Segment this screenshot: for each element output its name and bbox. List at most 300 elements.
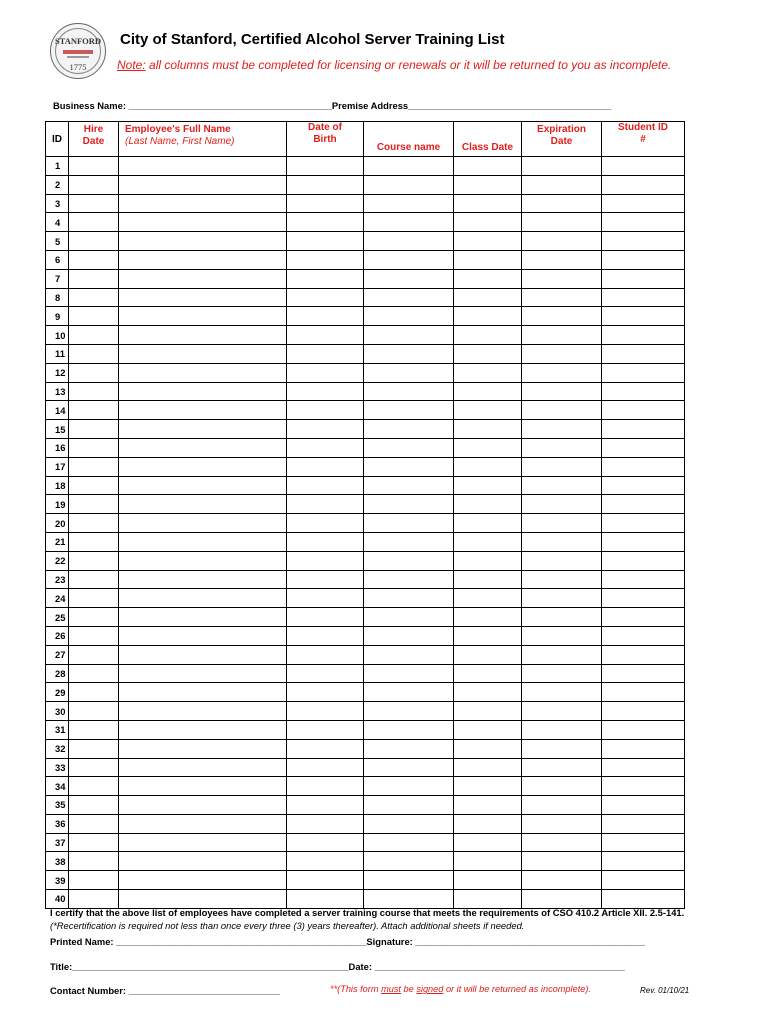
table-row <box>46 514 685 533</box>
expiration-date-cell[interactable] <box>522 796 602 815</box>
course-name-cell[interactable] <box>364 401 454 420</box>
employee-name-cell[interactable] <box>119 476 287 495</box>
class-date-cell[interactable] <box>454 157 522 176</box>
employee-name-cell[interactable] <box>119 307 287 326</box>
hire-date-cell[interactable] <box>69 401 119 420</box>
expiration-date-cell[interactable] <box>522 702 602 721</box>
employee-name-cell[interactable] <box>119 250 287 269</box>
hire-date-cell[interactable] <box>69 608 119 627</box>
class-date-cell[interactable] <box>454 720 522 739</box>
hire-date-cell[interactable] <box>69 664 119 683</box>
class-date-cell[interactable] <box>454 871 522 890</box>
student-id-cell[interactable] <box>602 269 685 288</box>
employee-name-cell[interactable] <box>119 551 287 570</box>
hire-date-cell[interactable] <box>69 326 119 345</box>
hire-date-cell[interactable] <box>69 683 119 702</box>
course-name-cell[interactable] <box>364 570 454 589</box>
course-name-cell[interactable] <box>364 645 454 664</box>
class-date-cell[interactable] <box>454 401 522 420</box>
course-name-cell[interactable] <box>364 551 454 570</box>
date-of-birth-cell[interactable] <box>287 401 364 420</box>
student-id-cell[interactable] <box>602 213 685 232</box>
class-date-cell[interactable] <box>454 344 522 363</box>
table-row <box>46 532 685 551</box>
student-id-cell[interactable] <box>602 250 685 269</box>
expiration-date-cell[interactable] <box>522 401 602 420</box>
expiration-date-cell[interactable] <box>522 438 602 457</box>
class-date-cell[interactable] <box>454 852 522 871</box>
course-name-cell[interactable] <box>364 476 454 495</box>
class-date-cell[interactable] <box>454 363 522 382</box>
date-of-birth-cell[interactable] <box>287 720 364 739</box>
class-date-cell[interactable] <box>454 213 522 232</box>
student-id-cell[interactable] <box>602 702 685 721</box>
date-of-birth-cell[interactable] <box>287 852 364 871</box>
date-of-birth-cell[interactable] <box>287 626 364 645</box>
class-date-cell[interactable] <box>454 514 522 533</box>
student-id-cell[interactable] <box>602 157 685 176</box>
expiration-date-cell[interactable] <box>522 626 602 645</box>
employee-name-cell[interactable] <box>119 401 287 420</box>
table-row <box>46 626 685 645</box>
hire-date-cell[interactable] <box>69 626 119 645</box>
employee-name-cell[interactable] <box>119 720 287 739</box>
hire-date-cell[interactable] <box>69 720 119 739</box>
expiration-date-cell[interactable] <box>522 382 602 401</box>
hire-date-cell[interactable] <box>69 363 119 382</box>
row-id: 22 <box>46 551 69 570</box>
date-of-birth-cell[interactable] <box>287 871 364 890</box>
date-of-birth-cell[interactable] <box>287 382 364 401</box>
hire-date-cell[interactable] <box>69 288 119 307</box>
student-id-cell[interactable] <box>602 194 685 213</box>
employee-name-cell[interactable] <box>119 589 287 608</box>
expiration-date-cell[interactable] <box>522 589 602 608</box>
student-id-cell[interactable] <box>602 833 685 852</box>
employee-name-cell[interactable] <box>119 532 287 551</box>
student-id-cell[interactable] <box>602 514 685 533</box>
date-of-birth-cell[interactable] <box>287 476 364 495</box>
class-date-cell[interactable] <box>454 382 522 401</box>
expiration-date-cell[interactable] <box>522 683 602 702</box>
student-id-cell[interactable] <box>602 589 685 608</box>
course-name-cell[interactable] <box>364 420 454 439</box>
course-name-cell[interactable] <box>364 777 454 796</box>
table-row <box>46 250 685 269</box>
expiration-date-cell[interactable] <box>522 213 602 232</box>
course-name-cell[interactable] <box>364 495 454 514</box>
expiration-date-cell[interactable] <box>522 570 602 589</box>
date-of-birth-cell[interactable] <box>287 307 364 326</box>
student-id-cell[interactable] <box>602 175 685 194</box>
student-id-cell[interactable] <box>602 382 685 401</box>
employee-name-cell[interactable] <box>119 777 287 796</box>
date-of-birth-cell[interactable] <box>287 589 364 608</box>
date-of-birth-cell[interactable] <box>287 363 364 382</box>
employee-name-cell[interactable] <box>119 326 287 345</box>
date-of-birth-cell[interactable] <box>287 213 364 232</box>
class-date-cell[interactable] <box>454 702 522 721</box>
course-name-cell[interactable] <box>364 157 454 176</box>
student-id-cell[interactable] <box>602 664 685 683</box>
student-id-cell[interactable] <box>602 683 685 702</box>
class-date-cell[interactable] <box>454 175 522 194</box>
employee-name-cell[interactable] <box>119 814 287 833</box>
expiration-date-cell[interactable] <box>522 269 602 288</box>
employee-name-cell[interactable] <box>119 514 287 533</box>
hire-date-cell[interactable] <box>69 514 119 533</box>
date-of-birth-cell[interactable] <box>287 777 364 796</box>
expiration-date-cell[interactable] <box>522 758 602 777</box>
employee-name-cell[interactable] <box>119 683 287 702</box>
course-name-cell[interactable] <box>364 307 454 326</box>
date-of-birth-cell[interactable] <box>287 157 364 176</box>
class-date-cell[interactable] <box>454 269 522 288</box>
hire-date-cell[interactable] <box>69 476 119 495</box>
course-name-cell[interactable] <box>364 326 454 345</box>
date-of-birth-cell[interactable] <box>287 570 364 589</box>
expiration-date-cell[interactable] <box>522 157 602 176</box>
date-of-birth-cell[interactable] <box>287 250 364 269</box>
course-name-cell[interactable] <box>364 814 454 833</box>
student-id-cell[interactable] <box>602 777 685 796</box>
student-id-cell[interactable] <box>602 495 685 514</box>
class-date-cell[interactable] <box>454 532 522 551</box>
course-name-cell[interactable] <box>364 589 454 608</box>
hire-date-cell[interactable] <box>69 645 119 664</box>
row-id: 5 <box>46 232 69 251</box>
student-id-cell[interactable] <box>602 307 685 326</box>
hire-date-cell[interactable] <box>69 194 119 213</box>
student-id-cell[interactable] <box>602 871 685 890</box>
certify-italic: (*Recertification is required not less than once every three (3) years thereafter). Attach additional sheets if needed. <box>50 920 525 931</box>
date-of-birth-cell[interactable] <box>287 833 364 852</box>
class-date-cell[interactable] <box>454 739 522 758</box>
student-id-cell[interactable] <box>602 532 685 551</box>
expiration-date-cell[interactable] <box>522 664 602 683</box>
row-id: 38 <box>46 852 69 871</box>
class-date-cell[interactable] <box>454 551 522 570</box>
expiration-date-cell[interactable] <box>522 175 602 194</box>
class-date-cell[interactable] <box>454 664 522 683</box>
hire-date-cell[interactable] <box>69 702 119 721</box>
expiration-date-cell[interactable] <box>522 288 602 307</box>
date-of-birth-cell[interactable] <box>287 269 364 288</box>
date-of-birth-cell[interactable] <box>287 608 364 627</box>
expiration-date-cell[interactable] <box>522 739 602 758</box>
expiration-date-cell[interactable] <box>522 814 602 833</box>
hire-date-cell[interactable] <box>69 344 119 363</box>
hire-date-cell[interactable] <box>69 157 119 176</box>
employee-name-cell[interactable] <box>119 175 287 194</box>
hire-date-cell[interactable] <box>69 777 119 796</box>
class-date-cell[interactable] <box>454 833 522 852</box>
student-id-cell[interactable] <box>602 570 685 589</box>
student-id-cell[interactable] <box>602 344 685 363</box>
note-prefix: Note: <box>117 58 146 72</box>
date-of-birth-cell[interactable] <box>287 532 364 551</box>
employee-name-cell[interactable] <box>119 382 287 401</box>
date-of-birth-cell[interactable] <box>287 739 364 758</box>
hire-date-cell[interactable] <box>69 175 119 194</box>
expiration-date-cell[interactable] <box>522 232 602 251</box>
hire-date-cell[interactable] <box>69 758 119 777</box>
employee-name-cell[interactable] <box>119 702 287 721</box>
class-date-cell[interactable] <box>454 495 522 514</box>
expiration-date-cell[interactable] <box>522 194 602 213</box>
employee-name-cell[interactable] <box>119 157 287 176</box>
course-name-cell[interactable] <box>364 796 454 815</box>
class-date-cell[interactable] <box>454 250 522 269</box>
hire-date-cell[interactable] <box>69 739 119 758</box>
course-name-cell[interactable] <box>364 382 454 401</box>
student-id-cell[interactable] <box>602 438 685 457</box>
student-id-cell[interactable] <box>602 626 685 645</box>
course-name-cell[interactable] <box>364 175 454 194</box>
employee-name-cell[interactable] <box>119 739 287 758</box>
expiration-date-cell[interactable] <box>522 457 602 476</box>
employee-name-cell[interactable] <box>119 626 287 645</box>
employee-name-cell[interactable] <box>119 457 287 476</box>
course-name-cell[interactable] <box>364 344 454 363</box>
date-of-birth-cell[interactable] <box>287 194 364 213</box>
expiration-date-cell[interactable] <box>522 833 602 852</box>
employee-name-cell[interactable] <box>119 344 287 363</box>
course-name-cell[interactable] <box>364 288 454 307</box>
employee-name-cell[interactable] <box>119 758 287 777</box>
date-of-birth-cell[interactable] <box>287 758 364 777</box>
table-row <box>46 589 685 608</box>
course-name-cell[interactable] <box>364 852 454 871</box>
class-date-cell[interactable] <box>454 570 522 589</box>
class-date-cell[interactable] <box>454 626 522 645</box>
date-of-birth-cell[interactable] <box>287 175 364 194</box>
class-date-cell[interactable] <box>454 777 522 796</box>
class-date-cell[interactable] <box>454 814 522 833</box>
course-name-cell[interactable] <box>364 871 454 890</box>
employee-name-cell[interactable] <box>119 570 287 589</box>
expiration-date-cell[interactable] <box>522 420 602 439</box>
table-header-row <box>46 122 685 157</box>
hire-date-cell[interactable] <box>69 852 119 871</box>
expiration-date-cell[interactable] <box>522 645 602 664</box>
course-name-cell[interactable] <box>364 833 454 852</box>
employee-name-cell[interactable] <box>119 871 287 890</box>
date-of-birth-cell[interactable] <box>287 514 364 533</box>
table-row <box>46 476 685 495</box>
class-date-cell[interactable] <box>454 758 522 777</box>
employee-name-cell[interactable] <box>119 645 287 664</box>
course-name-cell[interactable] <box>364 683 454 702</box>
row-id: 24 <box>46 589 69 608</box>
employee-name-cell[interactable] <box>119 363 287 382</box>
hire-date-cell[interactable] <box>69 796 119 815</box>
hire-date-cell[interactable] <box>69 307 119 326</box>
student-id-cell[interactable] <box>602 326 685 345</box>
date-of-birth-cell[interactable] <box>287 326 364 345</box>
row-id: 33 <box>46 758 69 777</box>
date-of-birth-cell[interactable] <box>287 420 364 439</box>
employee-name-cell[interactable] <box>119 608 287 627</box>
course-name-cell[interactable] <box>364 758 454 777</box>
employee-name-cell[interactable] <box>119 495 287 514</box>
course-name-cell[interactable] <box>364 232 454 251</box>
student-id-cell[interactable] <box>602 852 685 871</box>
expiration-date-cell[interactable] <box>522 777 602 796</box>
hire-date-cell[interactable] <box>69 420 119 439</box>
hire-date-cell[interactable] <box>69 532 119 551</box>
student-id-cell[interactable] <box>602 720 685 739</box>
hire-date-cell[interactable] <box>69 833 119 852</box>
expiration-date-cell[interactable] <box>522 250 602 269</box>
student-id-cell[interactable] <box>602 814 685 833</box>
student-id-cell[interactable] <box>602 401 685 420</box>
course-name-cell[interactable] <box>364 702 454 721</box>
class-date-cell[interactable] <box>454 307 522 326</box>
class-date-cell[interactable] <box>454 194 522 213</box>
expiration-date-cell[interactable] <box>522 363 602 382</box>
student-id-cell[interactable] <box>602 551 685 570</box>
expiration-date-cell[interactable] <box>522 720 602 739</box>
course-name-cell[interactable] <box>364 626 454 645</box>
course-name-cell[interactable] <box>364 438 454 457</box>
employee-table <box>45 121 685 909</box>
class-date-cell[interactable] <box>454 420 522 439</box>
expiration-date-cell[interactable] <box>522 307 602 326</box>
row-id: 1 <box>46 157 69 176</box>
hire-date-cell[interactable] <box>69 232 119 251</box>
class-date-cell[interactable] <box>454 608 522 627</box>
expiration-date-cell[interactable] <box>522 495 602 514</box>
class-date-cell[interactable] <box>454 438 522 457</box>
student-id-cell[interactable] <box>602 476 685 495</box>
expiration-date-cell[interactable] <box>522 608 602 627</box>
course-name-cell[interactable] <box>364 720 454 739</box>
student-id-cell[interactable] <box>602 758 685 777</box>
employee-name-cell[interactable] <box>119 420 287 439</box>
student-id-cell[interactable] <box>602 363 685 382</box>
hire-date-cell[interactable] <box>69 495 119 514</box>
table-row <box>46 194 685 213</box>
date-of-birth-cell[interactable] <box>287 288 364 307</box>
course-name-cell[interactable] <box>364 532 454 551</box>
date-of-birth-cell[interactable] <box>287 344 364 363</box>
date-of-birth-cell[interactable] <box>287 683 364 702</box>
student-id-cell[interactable] <box>602 739 685 758</box>
title-date-line[interactable]: Title:_____________________________________________________Date: ________________________________________________ <box>50 961 625 972</box>
hire-date-cell[interactable] <box>69 269 119 288</box>
class-date-cell[interactable] <box>454 457 522 476</box>
class-date-cell[interactable] <box>454 589 522 608</box>
student-id-cell[interactable] <box>602 232 685 251</box>
date-of-birth-cell[interactable] <box>287 814 364 833</box>
student-id-cell[interactable] <box>602 288 685 307</box>
student-id-cell[interactable] <box>602 457 685 476</box>
table-row <box>46 307 685 326</box>
student-id-cell[interactable] <box>602 420 685 439</box>
row-id: 9 <box>46 307 69 326</box>
class-date-cell[interactable] <box>454 796 522 815</box>
course-name-cell[interactable] <box>364 514 454 533</box>
class-date-cell[interactable] <box>454 683 522 702</box>
employee-name-cell[interactable] <box>119 194 287 213</box>
student-id-cell[interactable] <box>602 608 685 627</box>
employee-name-cell[interactable] <box>119 288 287 307</box>
date-of-birth-cell[interactable] <box>287 796 364 815</box>
row-id: 7 <box>46 269 69 288</box>
class-date-cell[interactable] <box>454 288 522 307</box>
expiration-date-cell[interactable] <box>522 551 602 570</box>
student-id-cell[interactable] <box>602 796 685 815</box>
course-name-cell[interactable] <box>364 363 454 382</box>
employee-name-cell[interactable] <box>119 438 287 457</box>
hire-date-cell[interactable] <box>69 438 119 457</box>
course-name-cell[interactable] <box>364 457 454 476</box>
business-premise-line[interactable]: Business Name: _______________________________________Premise Address_______________________________________ <box>53 100 612 111</box>
employee-name-cell[interactable] <box>119 833 287 852</box>
employee-name-cell[interactable] <box>119 852 287 871</box>
course-name-cell[interactable] <box>364 608 454 627</box>
employee-name-cell[interactable] <box>119 232 287 251</box>
employee-name-cell[interactable] <box>119 664 287 683</box>
date-of-birth-cell[interactable] <box>287 438 364 457</box>
expiration-date-cell[interactable] <box>522 532 602 551</box>
expiration-date-cell[interactable] <box>522 852 602 871</box>
date-of-birth-cell[interactable] <box>287 702 364 721</box>
expiration-date-cell[interactable] <box>522 344 602 363</box>
expiration-date-cell[interactable] <box>522 871 602 890</box>
hire-date-cell[interactable] <box>69 551 119 570</box>
class-date-cell[interactable] <box>454 476 522 495</box>
class-date-cell[interactable] <box>454 232 522 251</box>
contact-number-line[interactable]: Contact Number: _____________________________ <box>50 985 280 996</box>
hire-date-cell[interactable] <box>69 570 119 589</box>
course-name-cell[interactable] <box>364 194 454 213</box>
employee-name-cell[interactable] <box>119 213 287 232</box>
hire-date-cell[interactable] <box>69 871 119 890</box>
hire-date-cell[interactable] <box>69 589 119 608</box>
hire-date-cell[interactable] <box>69 457 119 476</box>
date-of-birth-cell[interactable] <box>287 645 364 664</box>
employee-name-cell[interactable] <box>119 269 287 288</box>
hire-date-cell[interactable] <box>69 814 119 833</box>
date-of-birth-cell[interactable] <box>287 495 364 514</box>
expiration-date-cell[interactable] <box>522 326 602 345</box>
student-id-cell[interactable] <box>602 645 685 664</box>
table-row <box>46 175 685 194</box>
date-of-birth-cell[interactable] <box>287 457 364 476</box>
course-name-cell[interactable] <box>364 213 454 232</box>
hire-date-cell[interactable] <box>69 213 119 232</box>
row-id: 12 <box>46 363 69 382</box>
date-of-birth-cell[interactable] <box>287 551 364 570</box>
hire-date-cell[interactable] <box>69 250 119 269</box>
course-name-cell[interactable] <box>364 664 454 683</box>
class-date-cell[interactable] <box>454 326 522 345</box>
date-of-birth-cell[interactable] <box>287 664 364 683</box>
date-of-birth-cell[interactable] <box>287 232 364 251</box>
expiration-date-cell[interactable] <box>522 514 602 533</box>
hire-date-cell[interactable] <box>69 382 119 401</box>
class-date-cell[interactable] <box>454 645 522 664</box>
course-name-cell[interactable] <box>364 269 454 288</box>
expiration-date-cell[interactable] <box>522 476 602 495</box>
certification-statement <box>50 906 710 932</box>
course-name-cell[interactable] <box>364 739 454 758</box>
course-name-cell[interactable] <box>364 250 454 269</box>
employee-name-cell[interactable] <box>119 796 287 815</box>
printed-name-signature-line[interactable]: Printed Name: ________________________________________________Signature: ____________________________________________ <box>50 936 645 947</box>
